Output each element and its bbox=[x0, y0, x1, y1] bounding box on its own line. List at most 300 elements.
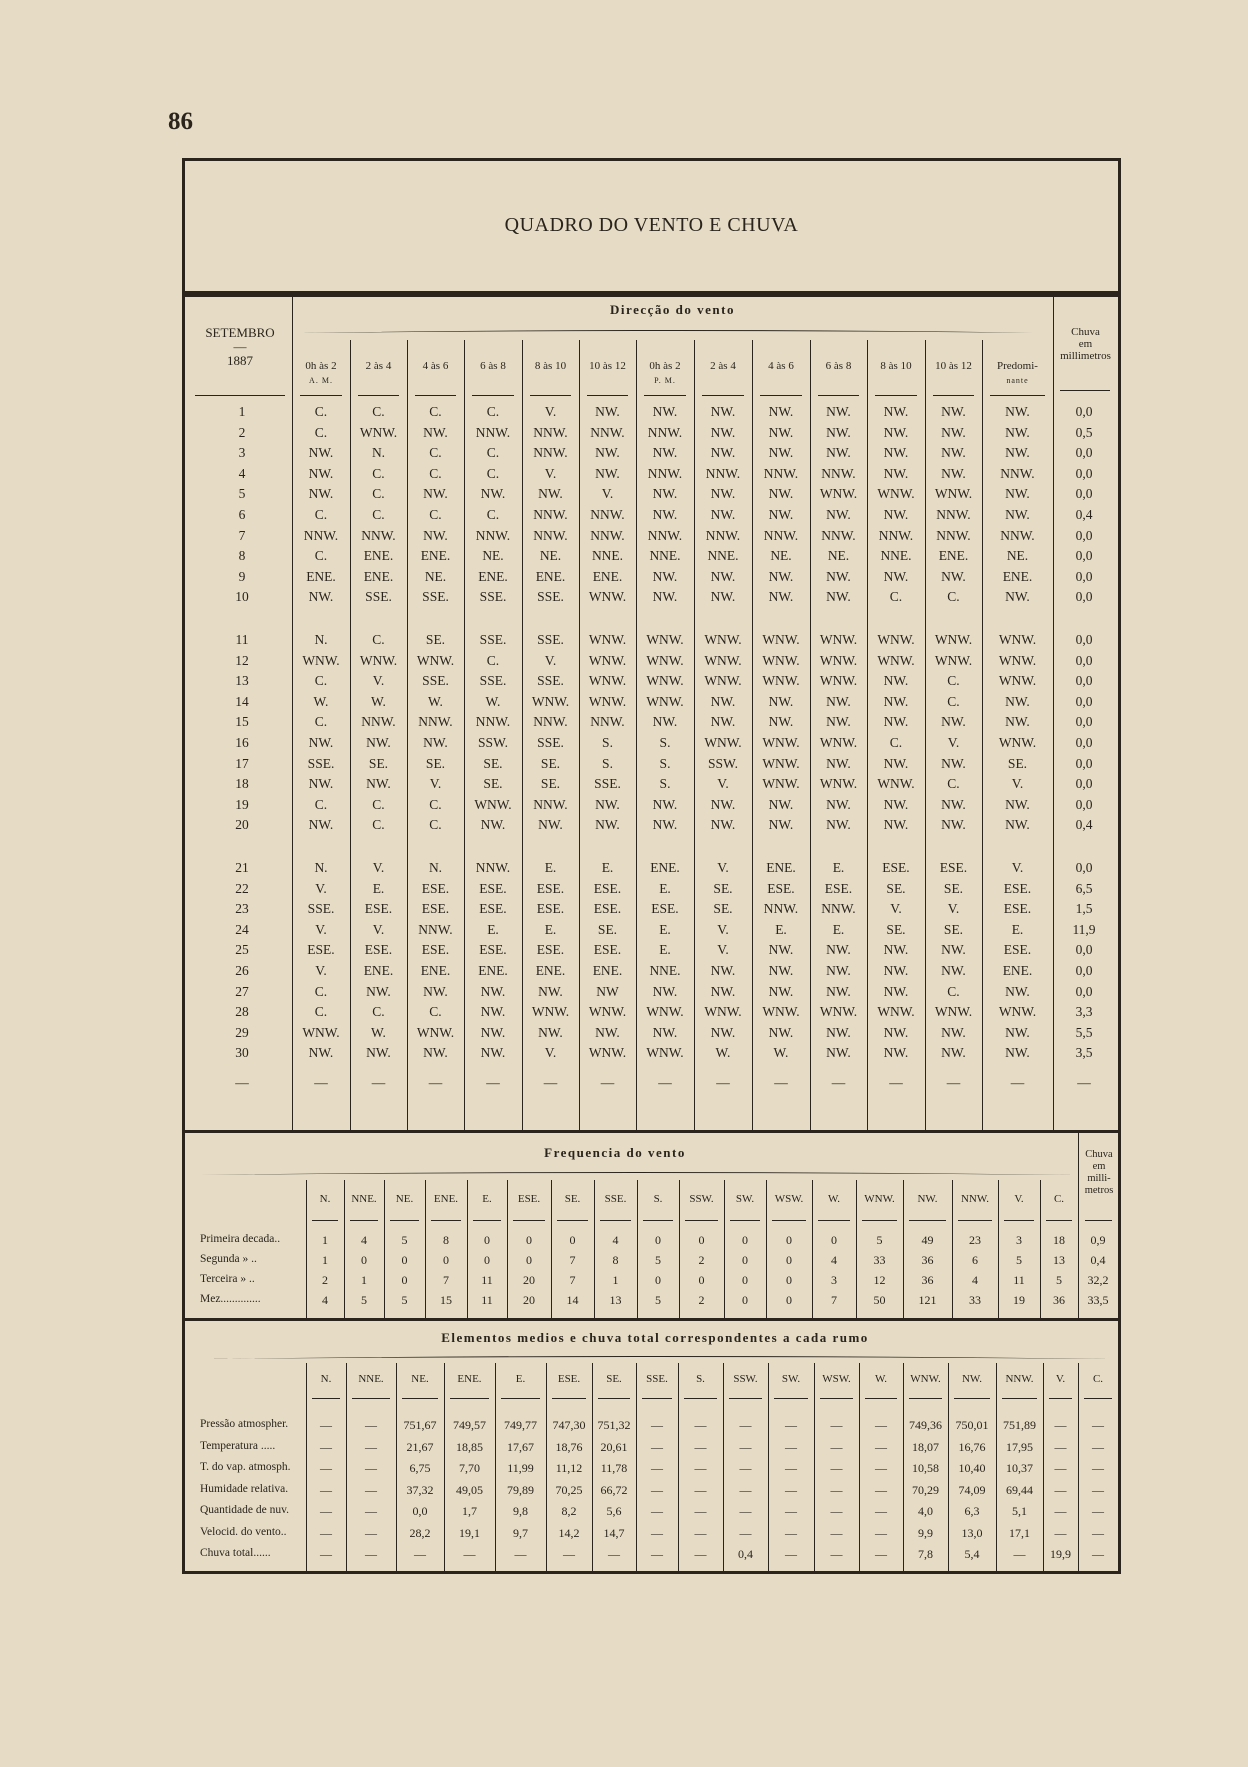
wind-direction-cell: NW. bbox=[652, 796, 678, 812]
rain-value: 0,0 bbox=[1075, 486, 1093, 502]
wind-direction-cell: W. bbox=[485, 693, 501, 709]
wind-col-underline bbox=[990, 395, 1045, 396]
wind-direction-cell: NW. bbox=[768, 714, 794, 730]
elem-value-cell: 37,32 bbox=[406, 1482, 434, 1497]
freq-count-cell: 33 bbox=[969, 1293, 981, 1307]
wind-direction-cell: NW. bbox=[1005, 445, 1030, 461]
wind-direction-cell: SE. bbox=[483, 755, 503, 771]
wind-direction-cell: NW. bbox=[941, 963, 966, 978]
freq-count-cell: 2 bbox=[698, 1253, 705, 1267]
rain-value: 0,0 bbox=[1075, 568, 1093, 584]
freq-col-underline bbox=[513, 1220, 545, 1221]
elem-col-underline bbox=[684, 1398, 717, 1399]
rain-header-line: Chuva bbox=[1071, 326, 1100, 338]
wind-direction-cell: V. bbox=[544, 465, 557, 481]
rain-value: 0,0 bbox=[1075, 963, 1093, 978]
wind-direction-cell: NNW. bbox=[821, 527, 856, 543]
freq-count-cell: 7 bbox=[569, 1273, 576, 1287]
wind-direction-cell: E. bbox=[832, 921, 845, 937]
rain-value: 0,0 bbox=[1075, 527, 1093, 543]
elem-value-cell: — bbox=[414, 1547, 426, 1561]
wind-direction-cell: NW. bbox=[826, 1045, 851, 1061]
elem-column-rule bbox=[306, 1363, 307, 1572]
wind-direction-cell: NNW. bbox=[1000, 527, 1035, 543]
elem-column-rule bbox=[546, 1363, 547, 1572]
day-number: 6 bbox=[238, 507, 246, 522]
freq-count-cell: 8 bbox=[443, 1233, 449, 1247]
freq-count-cell: 7 bbox=[831, 1293, 837, 1307]
wind-direction-cell: NW. bbox=[1005, 1024, 1030, 1040]
wind-direction-cell: NNW. bbox=[533, 424, 568, 440]
freq-col-header: S. bbox=[653, 1193, 663, 1205]
elem-value-cell: — bbox=[1092, 1525, 1104, 1540]
wind-direction-cell: NW. bbox=[941, 465, 966, 481]
freq-count-cell: 5 bbox=[401, 1233, 408, 1247]
wind-direction-cell: WNW. bbox=[588, 673, 627, 689]
wind-direction-cell: NW. bbox=[1005, 589, 1030, 605]
wind-direction-cell: NW. bbox=[538, 1024, 563, 1040]
wind-direction-cell: NW. bbox=[308, 589, 334, 605]
freq-count-cell: 13 bbox=[1053, 1253, 1065, 1267]
elem-value-cell: — bbox=[1054, 1439, 1067, 1454]
freq-col-underline bbox=[473, 1220, 501, 1221]
wind-direction-cell: NW. bbox=[1005, 404, 1030, 419]
page-number: 86 bbox=[168, 108, 193, 135]
freq-count-cell: 0 bbox=[742, 1293, 748, 1307]
elem-value-cell: 10,40 bbox=[958, 1461, 986, 1475]
wind-direction-cell: SE. bbox=[713, 880, 733, 896]
wind-direction-cell: V. bbox=[717, 942, 729, 958]
wind-direction-cell: ENE. bbox=[535, 568, 566, 584]
wind-direction-cell: NNE. bbox=[707, 548, 739, 564]
wind-direction-cell: WNW. bbox=[934, 1004, 973, 1020]
elem-value-cell: 20,61 bbox=[600, 1439, 628, 1454]
elem-value-cell: — bbox=[1092, 1547, 1104, 1561]
elem-col-header: V. bbox=[1055, 1373, 1066, 1385]
freq-count-cell: 0 bbox=[742, 1233, 748, 1247]
freq-count-cell: 0 bbox=[484, 1233, 490, 1247]
freq-row-label: Segunda » .. bbox=[200, 1253, 257, 1265]
elem-value-cell: — bbox=[875, 1482, 887, 1497]
wind-direction-cell: NW. bbox=[308, 1045, 334, 1061]
wind-direction-cell: NW. bbox=[595, 817, 620, 833]
wind-direction-cell: NW. bbox=[883, 465, 909, 481]
wind-direction-cell: NW. bbox=[826, 507, 851, 522]
freq-count-cell: 0 bbox=[526, 1233, 532, 1247]
elem-column-rule bbox=[444, 1363, 445, 1572]
wind-direction-cell: NW. bbox=[883, 714, 909, 730]
wind-direction-cell: ESE. bbox=[536, 901, 565, 917]
elem-row-label: Pressão atmospher. bbox=[200, 1418, 289, 1430]
day-number: 17 bbox=[235, 755, 249, 771]
wind-direction-cell: NNW. bbox=[936, 527, 971, 543]
wind-direction-cell: WNW. bbox=[416, 1024, 455, 1040]
wind-direction-cell: ESE. bbox=[421, 880, 450, 896]
elem-value-cell: 66,72 bbox=[600, 1482, 628, 1497]
elem-value-cell: 1,7 bbox=[462, 1504, 477, 1518]
rain-value: 0,0 bbox=[1075, 589, 1093, 605]
wind-direction-cell: ENE. bbox=[478, 568, 508, 584]
wind-direction-cell: ESE. bbox=[1003, 901, 1032, 917]
wind-col-subheader: nante bbox=[1006, 376, 1029, 385]
elem-value-cell: — bbox=[365, 1525, 377, 1540]
wind-direction-cell: C. bbox=[314, 404, 328, 419]
freq-count-cell: 5 bbox=[401, 1293, 408, 1307]
day-number: 18 bbox=[235, 776, 249, 792]
elem-value-cell: — bbox=[651, 1439, 663, 1454]
wind-direction-cell: ENE. bbox=[766, 860, 796, 875]
wind-direction-cell: NW. bbox=[710, 983, 736, 999]
wind-column-rule bbox=[407, 340, 408, 1130]
wind-direction-cell: NW. bbox=[652, 1024, 678, 1040]
wind-direction-cell: NW. bbox=[826, 404, 851, 419]
elem-value-cell: — bbox=[320, 1418, 332, 1432]
wind-direction-cell: WNW. bbox=[819, 776, 858, 792]
wind-direction-cell: SE. bbox=[597, 921, 618, 937]
freq-count-cell: 4 bbox=[322, 1293, 328, 1307]
wind-direction-cell: SE. bbox=[886, 921, 906, 937]
freq-count-cell: 5 bbox=[1056, 1273, 1062, 1287]
freq-column-rule bbox=[594, 1180, 595, 1318]
wind-direction-cell: NW. bbox=[941, 1024, 966, 1040]
day-number: 9 bbox=[238, 568, 246, 584]
elem-value-cell: 0,0 bbox=[412, 1504, 428, 1518]
elem-value-cell: 9,8 bbox=[513, 1504, 528, 1518]
day-number: 22 bbox=[235, 880, 249, 896]
wind-direction-cell: NW. bbox=[883, 693, 909, 709]
freq-count-cell: 2 bbox=[698, 1293, 705, 1307]
day-number: 11 bbox=[235, 632, 249, 647]
freq-count-cell: 0 bbox=[526, 1253, 532, 1267]
wind-direction-cell: NW. bbox=[1005, 693, 1030, 709]
wind-direction-cell: NW. bbox=[480, 1024, 506, 1040]
wind-col-header: 8 às 10 bbox=[534, 360, 567, 372]
day-number: 16 bbox=[235, 735, 249, 750]
freq-rain-cell: 0,9 bbox=[1090, 1233, 1106, 1247]
wind-direction-cell: V. bbox=[544, 1045, 557, 1061]
elem-value-cell: 11,78 bbox=[600, 1461, 628, 1475]
dash-marker: — bbox=[600, 1075, 615, 1091]
wind-direction-cell: E. bbox=[544, 921, 557, 937]
wind-column-rule bbox=[694, 340, 695, 1130]
elem-col-header: NW. bbox=[961, 1373, 983, 1385]
freq-column-rule bbox=[952, 1180, 953, 1318]
wind-direction-cell: NE. bbox=[424, 568, 447, 584]
rain-value: 0,4 bbox=[1075, 507, 1093, 522]
wind-direction-cell: V. bbox=[372, 860, 385, 875]
dash-marker: — bbox=[946, 1075, 961, 1091]
elem-col-underline bbox=[1002, 1398, 1037, 1399]
elem-column-rule bbox=[396, 1363, 397, 1572]
wind-direction-cell: E. bbox=[601, 860, 614, 875]
elem-value-cell: — bbox=[1054, 1482, 1067, 1497]
wind-direction-cell: S. bbox=[602, 755, 613, 771]
wind-direction-cell: ESE. bbox=[479, 901, 507, 917]
wind-direction-cell: NW. bbox=[710, 424, 736, 440]
day-number: 21 bbox=[235, 860, 249, 875]
elem-col-underline bbox=[1049, 1398, 1072, 1399]
day-number: 1 bbox=[238, 404, 246, 419]
freq-column-rule bbox=[812, 1180, 813, 1318]
wind-direction-cell: E. bbox=[544, 860, 557, 875]
wind-col-underline bbox=[472, 395, 514, 396]
freq-col-header: SW. bbox=[735, 1193, 755, 1205]
dash-marker: — bbox=[1077, 1075, 1091, 1091]
year-label: 1887 bbox=[227, 353, 253, 368]
wind-direction-cell: NNW. bbox=[533, 714, 568, 730]
wind-direction-cell: SSE. bbox=[422, 589, 449, 605]
elem-value-cell: — bbox=[785, 1418, 797, 1432]
wind-direction-cell: NNW. bbox=[590, 527, 625, 543]
freq-col-header: SE. bbox=[564, 1193, 581, 1205]
elem-value-cell: — bbox=[875, 1418, 887, 1432]
wind-direction-cell: C. bbox=[372, 486, 385, 502]
wind-direction-cell: E. bbox=[1011, 921, 1024, 937]
elements-group-swoosh bbox=[200, 1353, 1110, 1361]
elem-value-cell: — bbox=[785, 1547, 797, 1561]
rain-value: 6,5 bbox=[1075, 880, 1093, 896]
wind-direction-cell: ESE. bbox=[824, 880, 853, 896]
wind-direction-cell: SSE. bbox=[537, 632, 564, 647]
wind-direction-cell: NNW. bbox=[418, 921, 453, 937]
wind-direction-cell: WNW. bbox=[762, 776, 800, 792]
wind-direction-cell: C. bbox=[314, 1004, 328, 1020]
wind-direction-cell: NW. bbox=[768, 1024, 794, 1040]
frequency-group-swoosh bbox=[200, 1169, 1075, 1177]
wind-direction-cell: WNW. bbox=[474, 796, 512, 812]
wind-direction-cell: NW. bbox=[308, 465, 334, 481]
wind-direction-cell: WNW. bbox=[302, 652, 340, 668]
wind-direction-cell: C. bbox=[372, 507, 385, 522]
freq-count-cell: 15 bbox=[440, 1293, 452, 1307]
wind-direction-cell: WNW. bbox=[819, 735, 858, 750]
wind-direction-cell: NW. bbox=[595, 445, 620, 461]
wind-direction-cell: NW. bbox=[768, 404, 794, 419]
elem-col-header: SSE. bbox=[646, 1373, 668, 1385]
day-number: 12 bbox=[235, 652, 249, 668]
elem-col-underline bbox=[642, 1398, 672, 1399]
elem-col-header: SSW. bbox=[733, 1373, 758, 1385]
freq-col-header: NW. bbox=[917, 1193, 938, 1205]
wind-direction-cell: ESE. bbox=[1003, 942, 1032, 958]
wind-direction-cell: NW. bbox=[941, 424, 966, 440]
wind-col-header: 8 às 10 bbox=[880, 360, 912, 372]
elem-column-rule bbox=[592, 1363, 593, 1572]
rain-value: 3,3 bbox=[1075, 1004, 1093, 1020]
rain-value: 0,0 bbox=[1075, 465, 1093, 481]
elem-value-cell: 18,85 bbox=[456, 1439, 483, 1454]
wind-direction-cell: NNW. bbox=[361, 527, 396, 543]
wind-direction-cell: NW. bbox=[883, 1045, 909, 1061]
wind-direction-cell: NW. bbox=[883, 568, 909, 584]
rain-value: 0,0 bbox=[1075, 632, 1093, 647]
wind-direction-cell: WNW. bbox=[762, 632, 800, 647]
freq-count-cell: 0 bbox=[831, 1233, 837, 1247]
elem-value-cell: — bbox=[365, 1482, 377, 1497]
elem-col-underline bbox=[820, 1398, 853, 1399]
freq-col-header: WNW. bbox=[864, 1193, 895, 1205]
elem-value-cell: — bbox=[830, 1482, 843, 1497]
wind-direction-cell: V. bbox=[717, 860, 729, 875]
freq-col-underline bbox=[350, 1220, 378, 1221]
rain-value: 0,0 bbox=[1075, 755, 1093, 771]
wind-direction-cell: E. bbox=[659, 880, 671, 896]
rain-value: 0,0 bbox=[1075, 983, 1093, 999]
elem-col-header: SE. bbox=[606, 1373, 622, 1385]
wind-direction-cell: NW. bbox=[710, 963, 736, 978]
elem-value-cell: — bbox=[1054, 1418, 1067, 1432]
wind-direction-cell: NNW. bbox=[475, 860, 511, 875]
elem-value-cell: 79,89 bbox=[507, 1482, 534, 1497]
elem-value-cell: — bbox=[651, 1418, 663, 1432]
elem-value-cell: — bbox=[875, 1461, 887, 1475]
elem-value-cell: — bbox=[739, 1439, 752, 1454]
elem-column-rule bbox=[996, 1363, 997, 1572]
rain-value: 0,0 bbox=[1075, 673, 1093, 689]
freq-count-cell: 0 bbox=[569, 1233, 576, 1247]
wind-direction-cell: V. bbox=[372, 673, 385, 689]
rain-value: 0,0 bbox=[1075, 776, 1093, 792]
wind-direction-cell: NW. bbox=[826, 983, 851, 999]
elem-value-cell: — bbox=[694, 1547, 707, 1561]
wind-direction-cell: NW. bbox=[768, 568, 794, 584]
elem-value-cell: — bbox=[830, 1439, 843, 1454]
wind-direction-cell: NW. bbox=[883, 507, 909, 522]
wind-direction-cell: NW. bbox=[768, 796, 794, 812]
freq-col-header: W. bbox=[827, 1193, 841, 1205]
wind-group-swoosh bbox=[300, 327, 1050, 335]
wind-direction-cell: NW. bbox=[710, 568, 736, 584]
elem-value-cell: 8,2 bbox=[561, 1504, 577, 1518]
wind-col-header: 2 às 4 bbox=[710, 360, 736, 372]
day-number: 4 bbox=[238, 465, 246, 481]
freq-col-header: ESE. bbox=[517, 1193, 541, 1205]
wind-direction-cell: V. bbox=[601, 486, 614, 502]
wind-direction-cell: N. bbox=[314, 632, 328, 647]
wind-col-header: 2 às 4 bbox=[365, 360, 392, 372]
wind-direction-cell: NNE. bbox=[649, 963, 681, 978]
day-number: 3 bbox=[238, 445, 246, 461]
dash-marker: — bbox=[314, 1075, 328, 1091]
elem-value-cell: — bbox=[739, 1504, 752, 1518]
wind-direction-cell: NW. bbox=[1005, 796, 1030, 812]
wind-direction-cell: C. bbox=[314, 983, 328, 999]
wind-direction-cell: NW. bbox=[883, 796, 909, 812]
wind-direction-cell: NNW. bbox=[821, 901, 856, 917]
freq-count-cell: 23 bbox=[969, 1233, 981, 1247]
wind-col-header: 4 às 6 bbox=[768, 360, 794, 372]
elem-col-header: NNE. bbox=[358, 1373, 384, 1385]
elem-value-cell: 749,36 bbox=[909, 1418, 942, 1432]
wind-direction-cell: ESE. bbox=[1003, 880, 1032, 896]
wind-direction-cell: NNW. bbox=[647, 465, 683, 481]
wind-direction-cell: NW. bbox=[710, 817, 736, 833]
wind-direction-cell: NW. bbox=[941, 404, 966, 419]
wind-direction-cell: ESE. bbox=[307, 942, 335, 958]
wind-direction-cell: C. bbox=[889, 735, 903, 750]
freq-column-rule bbox=[856, 1180, 857, 1318]
wind-direction-cell: WNW. bbox=[762, 673, 800, 689]
wind-direction-cell: NNW. bbox=[1000, 465, 1035, 481]
wind-direction-cell: WNW. bbox=[762, 652, 800, 668]
wind-direction-cell: NW. bbox=[826, 796, 851, 812]
wind-direction-cell: NW. bbox=[1005, 424, 1030, 440]
elem-col-underline bbox=[954, 1398, 990, 1399]
wind-direction-cell: SE. bbox=[425, 632, 446, 647]
elem-value-cell: — bbox=[739, 1525, 752, 1540]
elem-col-header: NNW. bbox=[1005, 1373, 1034, 1385]
freq-col-header: V. bbox=[1014, 1193, 1024, 1205]
rain-value: 0,5 bbox=[1075, 424, 1093, 440]
freq-col-underline bbox=[909, 1220, 946, 1221]
wind-direction-cell: NW. bbox=[366, 776, 391, 792]
elem-value-cell: — bbox=[1092, 1482, 1104, 1497]
freq-count-cell: 12 bbox=[873, 1273, 886, 1287]
wind-direction-cell: NW. bbox=[308, 445, 334, 461]
wind-direction-cell: ENE. bbox=[650, 860, 680, 875]
elem-column-rule bbox=[814, 1363, 815, 1572]
wind-direction-cell: V. bbox=[544, 652, 557, 668]
elem-column-rule bbox=[903, 1363, 904, 1572]
freq-rain-header: milli- bbox=[1087, 1173, 1111, 1184]
elem-value-cell: 10,58 bbox=[912, 1461, 939, 1475]
wind-column-rule bbox=[636, 340, 637, 1130]
freq-count-cell: 20 bbox=[523, 1273, 535, 1287]
elem-column-rule bbox=[768, 1363, 769, 1572]
wind-column-rule bbox=[867, 340, 868, 1130]
elem-value-cell: 18,76 bbox=[555, 1439, 583, 1454]
elem-value-cell: — bbox=[320, 1504, 332, 1518]
wind-direction-cell: WNW. bbox=[416, 652, 455, 668]
wind-direction-cell: NW. bbox=[883, 673, 909, 689]
wind-direction-cell: ENE. bbox=[592, 963, 623, 978]
wind-direction-cell: WNW. bbox=[646, 673, 684, 689]
freq-rain-header: metros bbox=[1084, 1185, 1114, 1196]
rain-value: 0,0 bbox=[1075, 693, 1093, 709]
wind-direction-cell: SSW. bbox=[708, 755, 738, 771]
elem-row-label: Quantidade de nuv. bbox=[200, 1504, 289, 1516]
day-number: 25 bbox=[235, 942, 249, 958]
wind-direction-cell: WNW. bbox=[588, 1045, 627, 1061]
wind-col-underline bbox=[818, 395, 859, 396]
wind-direction-cell: WNW. bbox=[646, 1004, 684, 1020]
wind-direction-cell: SSE. bbox=[422, 673, 449, 689]
freq-count-cell: 0 bbox=[655, 1273, 661, 1287]
elem-value-cell: 6,3 bbox=[964, 1504, 980, 1518]
elem-value-cell: — bbox=[785, 1525, 797, 1540]
wind-direction-cell: SSE. bbox=[537, 735, 564, 750]
wind-direction-cell: NW. bbox=[826, 755, 851, 771]
wind-direction-cell: ENE. bbox=[363, 963, 394, 978]
elem-value-cell: 5,4 bbox=[964, 1547, 980, 1561]
wind-direction-cell: NE. bbox=[827, 548, 850, 564]
wind-direction-cell: W. bbox=[371, 1024, 386, 1040]
wind-direction-cell: ESE. bbox=[364, 901, 393, 917]
wind-direction-cell: NNW. bbox=[303, 527, 339, 543]
dash-marker: — bbox=[371, 1075, 386, 1091]
freq-column-rule bbox=[679, 1180, 680, 1318]
wind-direction-cell: NNW. bbox=[936, 507, 971, 522]
wind-direction-cell: C. bbox=[486, 465, 500, 481]
elem-value-cell: — bbox=[739, 1418, 752, 1432]
elem-value-cell: — bbox=[830, 1525, 843, 1540]
wind-direction-cell: NNW. bbox=[475, 424, 511, 440]
wind-direction-cell: WNW. bbox=[819, 486, 858, 502]
wind-direction-cell: V. bbox=[315, 963, 327, 978]
freq-column-rule bbox=[998, 1180, 999, 1318]
freq-count-cell: 3 bbox=[831, 1273, 837, 1287]
freq-col-header: NE. bbox=[395, 1193, 414, 1205]
